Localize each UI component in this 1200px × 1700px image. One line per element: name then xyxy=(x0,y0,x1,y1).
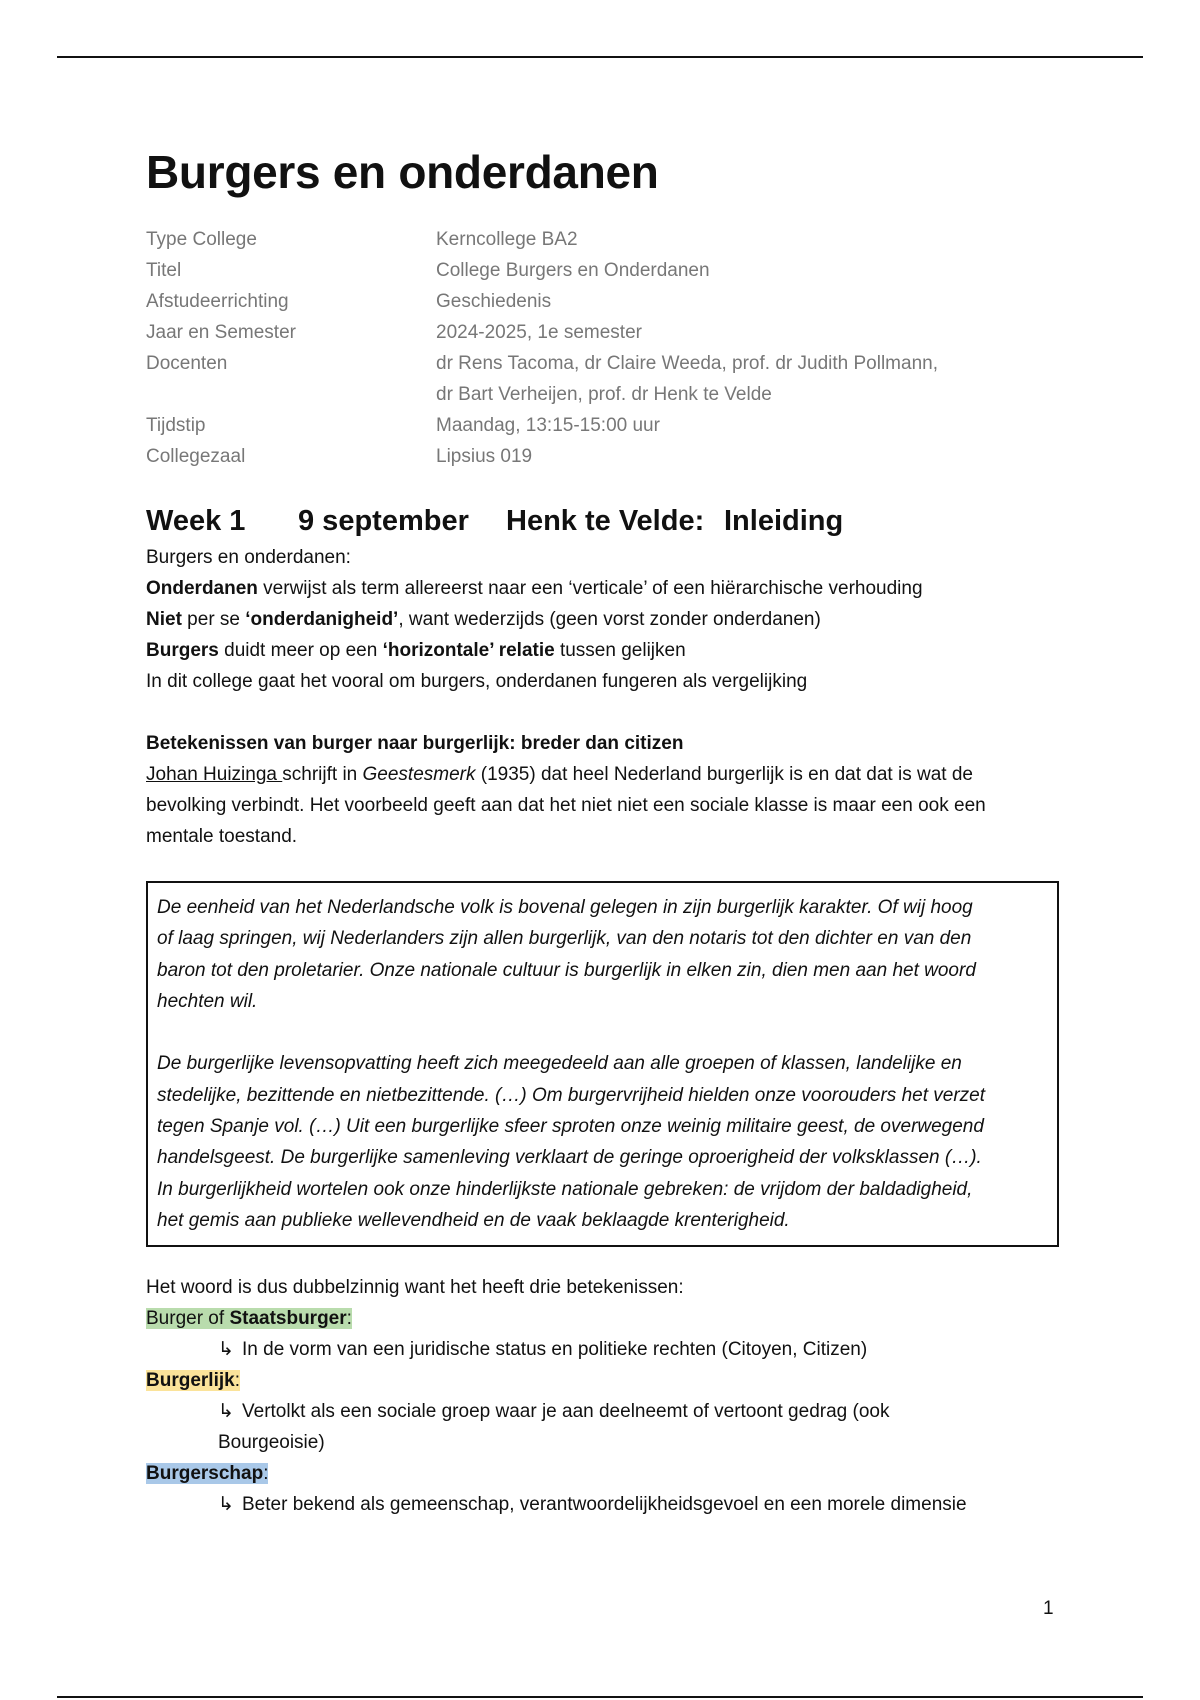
document-title: Burgers en onderdanen xyxy=(146,146,659,198)
meanings-section xyxy=(146,1272,1061,1520)
meta-value: 2024-2025, 1e semester xyxy=(436,322,642,344)
quote-paragraph: De burgerlijke levensopvatting heeft zich meegedeeld aan alle groepen of klassen, landelijke en stedelijke, bezittende en nietbezittende. (…) Om burgervrijheid hielden onze voorouders het verzet tegen Spanje vol. (…) Uit een burgerlijke sfeer sproten onze weinig militaire geest, de overwegend handelsgeest. De burgerlijke samenleving verklaart de geringe oproerigheid der volksklassen (…). In burgerlijkheid wortelen ook onze hinderlijkste nationale gebreken: de vrijdom der baldadigheid, het gemis aan publieke wellevendheid en de vaak beklaagde krenterigheid. xyxy=(157,1053,986,1231)
meta-value: Geschiedenis xyxy=(436,291,552,313)
meta-value: College Burgers en Onderdanen xyxy=(436,260,710,282)
week-speaker: Henk te Velde: xyxy=(506,505,705,538)
meta-value: Lipsius 019 xyxy=(436,446,533,468)
paragraph: Burgers duidt meer op een ‘horizontale’ relatie tussen gelijken xyxy=(146,640,686,662)
meta-label: Type College xyxy=(146,229,257,251)
arrow-icon: ↳ xyxy=(218,1401,234,1423)
paragraph: Onderdanen verwijst als term allereerst naar een ‘verticale’ of een hiërarchische verhouding xyxy=(146,578,923,600)
meaning-term: Burgerschap: xyxy=(146,1463,269,1485)
document-page xyxy=(146,145,1061,1520)
meta-value: Maandag, 13:15-15:00 uur xyxy=(436,415,660,437)
intro-section xyxy=(146,542,1061,697)
meta-label: Afstudeerrichting xyxy=(146,291,289,313)
meta-value: dr Rens Tacoma, dr Claire Weeda, prof. dr Judith Pollmann, dr Bart Verheijen, prof. dr Henk te Velde xyxy=(436,353,938,406)
week-number: Week 1 xyxy=(146,505,246,538)
quote-box xyxy=(146,881,1059,1247)
meaning-description: ↳ In de vorm van een juridische status en politieke rechten (Citoyen, Citizen) xyxy=(146,1334,1061,1365)
meta-label: Jaar en Semester xyxy=(146,322,296,344)
arrow-icon: ↳ xyxy=(218,1339,234,1361)
course-metadata xyxy=(146,224,1061,472)
meaning-description: ↳ Beter bekend als gemeenschap, verantwoordelijkheidsgevoel en een morele dimensie xyxy=(146,1489,1061,1520)
paragraph: mentale toestand. xyxy=(146,826,298,848)
section-heading: Betekenissen van burger naar burgerlijk: breder dan citizen xyxy=(146,733,684,755)
arrow-icon: ↳ xyxy=(218,1494,234,1516)
huizinga-section xyxy=(146,728,1061,852)
meta-label: Docenten xyxy=(146,353,228,375)
meaning-term: Burgerlijk: xyxy=(146,1370,240,1392)
paragraph: In dit college gaat het vooral om burgers, onderdanen fungeren als vergelijking xyxy=(146,671,808,693)
footer-rule xyxy=(57,1696,1143,1698)
paragraph: Burgers en onderdanen: xyxy=(146,547,351,569)
week-date: 9 september xyxy=(298,505,469,538)
author-link: Johan Huizinga xyxy=(146,764,283,786)
meta-value: Kerncollege BA2 xyxy=(436,229,578,251)
meaning-term: Burger of Staatsburger: xyxy=(146,1308,352,1330)
page-number: 1 xyxy=(1043,1598,1054,1619)
meta-label: Collegezaal xyxy=(146,446,246,468)
paragraph: bevolking verbindt. Het voorbeeld geeft aan dat het niet niet een sociale klasse is maar een ook een xyxy=(146,795,986,817)
paragraph: Het woord is dus dubbelzinnig want het heeft drie betekenissen: xyxy=(146,1277,684,1299)
book-title: Geestesmerk xyxy=(362,764,476,786)
meaning-description: ↳ Vertolkt als een sociale groep waar je aan deelneemt of vertoont gedrag (ook xyxy=(146,1396,1061,1427)
quote-paragraph: De eenheid van het Nederlandsche volk is bovenal gelegen in zijn burgerlijk karakter. Of wij hoog of laag springen, wij Nederlanders zijn allen burgerlijk, van den notaris tot den dichter en van den baron tot den proletarier. Onze nationale cultuur is burgerlijk in elken zin, dien men aan het woord hechten wil. xyxy=(157,897,976,1013)
paragraph: Johan Huizinga schrijft in Geestesmerk (1935) dat heel Nederland burgerlijk is en dat dat is wat de xyxy=(146,764,973,786)
header-rule xyxy=(57,56,1143,58)
meta-label: Tijdstip xyxy=(146,415,206,437)
week-topic: Inleiding xyxy=(724,505,844,538)
week-heading xyxy=(146,502,1061,540)
paragraph: Niet per se ‘onderdanigheid’, want wederzijds (geen vorst zonder onderdanen) xyxy=(146,609,821,631)
meta-label: Titel xyxy=(146,260,182,282)
meaning-description-cont: Bourgeoisie) xyxy=(218,1432,325,1454)
